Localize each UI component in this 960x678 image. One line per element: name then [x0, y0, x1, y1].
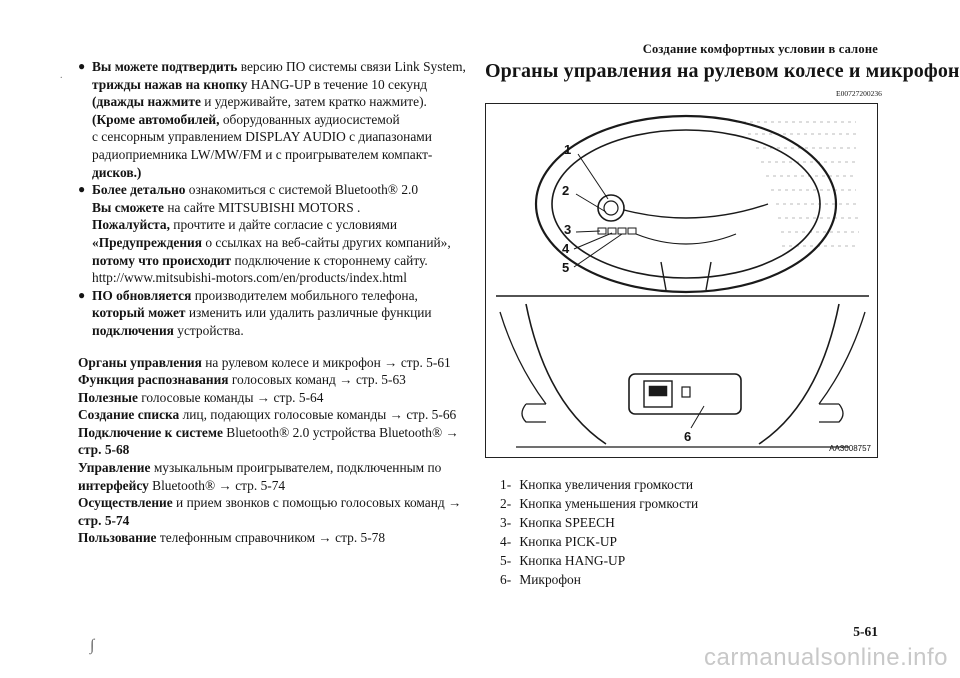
legend-item: 5- Кнопка HANG-UP — [500, 553, 626, 568]
callout-3: 3 — [564, 222, 572, 237]
callout-2: 2 — [562, 183, 570, 198]
reference-line[interactable]: интерфейсу Bluetooth® → стр. 5-74 — [78, 477, 286, 493]
overhead-console — [500, 304, 865, 447]
figure-drawing — [486, 104, 878, 458]
text-line: «Предупреждения о ссылках на веб-сайты других компаний», — [92, 234, 451, 250]
reference-line[interactable]: Органы управления на рулевом колесе и микрофон → стр. 5-61 — [78, 354, 451, 370]
callout-4: 4 — [562, 241, 570, 256]
margin-mark: ∫ — [90, 637, 95, 654]
legend-item: 3- Кнопка SPEECH — [500, 515, 615, 530]
text-line: трижды нажав на кнопку HANG-UP в течение 10 секунд — [92, 76, 428, 92]
legend-item: 6- Микрофон — [500, 572, 581, 587]
text-line: дисков.) — [92, 164, 142, 180]
text-line: который может изменить или удалить различные функции — [92, 305, 432, 321]
text-line: с сенсорным управлением DISPLAY AUDIO с диапазонами — [92, 129, 432, 145]
margin-tick: . — [60, 70, 63, 81]
legend-item: 1- Кнопка увеличения громкости — [500, 477, 694, 492]
text-line: (дважды нажмите и удерживайте, затем кратко нажмите). — [92, 94, 427, 110]
text-line: радиоприемника LW/MW/FM и с проигрывателем компакт- — [92, 146, 433, 162]
url-line[interactable]: http://www.mitsubishi-motors.com/en/products/index.html — [92, 270, 407, 286]
reference-line[interactable]: стр. 5-74 — [78, 512, 130, 528]
section-header: Создание комфортных условии в салоне — [642, 42, 878, 56]
microphone-leader — [691, 406, 704, 428]
callout-1: 1 — [564, 142, 572, 157]
text-line: подключения устройства. — [92, 322, 244, 338]
reference-line[interactable]: стр. 5-68 — [78, 442, 130, 458]
document-code: E00727200236 — [836, 89, 882, 98]
bullet-version-check — [78, 58, 468, 181]
page-number: 5-61 — [853, 624, 878, 639]
reference-line[interactable]: Осуществление и прием звонков с помощью голосовых команд → — [78, 495, 462, 511]
watermark: carmanualsonline.info — [704, 644, 948, 671]
figure-id: AA3008757 — [829, 444, 871, 453]
text-line: ● Более детально ознакомиться с системой Bluetooth® 2.0 — [92, 182, 419, 198]
reference-line[interactable]: Полезные голосовые команды → стр. 5-64 — [78, 389, 324, 405]
callout-6: 6 — [684, 429, 692, 444]
callout-5: 5 — [562, 260, 570, 275]
text-line: ● ПО обновляется производителем мобильного телефона, — [92, 287, 418, 303]
text-line: (Кроме автомобилей, оборудованных аудиосистемой — [92, 111, 400, 127]
steering-controls — [598, 195, 636, 234]
bullet-bluetooth-info — [78, 181, 468, 287]
text-line: Пожалуйста, прочтите и дайте согласие с условиями — [92, 217, 398, 233]
bullet-software-update — [78, 287, 468, 340]
legend-item: 2- Кнопка уменьшения громкости — [500, 496, 699, 511]
reference-line[interactable]: Пользование телефонным справочником → стр. 5-78 — [78, 530, 386, 546]
legend-item: 4- Кнопка PICK-UP — [500, 534, 617, 549]
left-column — [78, 58, 468, 547]
reference-line[interactable]: Подключение к системе Bluetooth® 2.0 устройства Bluetooth® → — [78, 424, 459, 440]
text-line: ● Вы можете подтвердить версию ПО системы связи Link System, — [92, 59, 466, 74]
reference-line[interactable]: Функция распознавания голосовых команд → стр. 5-63 — [78, 372, 406, 388]
figure-legend — [500, 475, 698, 589]
reference-line[interactable]: Управление музыкальным проигрывателем, подключенным по — [78, 460, 442, 476]
steering-wheel-figure — [485, 103, 878, 458]
cross-reference-list — [78, 354, 468, 548]
text-line: потому что происходит подключение к стороннему сайту. — [92, 252, 428, 268]
bullet-list — [78, 58, 468, 340]
text-line: Вы сможете на сайте MITSUBISHI MOTORS . — [92, 199, 361, 215]
reference-line[interactable]: Создание списка лиц, подающих голосовые команды → стр. 5-66 — [78, 407, 457, 423]
page-title: Органы управления на рулевом колесе и микрофон — [485, 60, 960, 82]
